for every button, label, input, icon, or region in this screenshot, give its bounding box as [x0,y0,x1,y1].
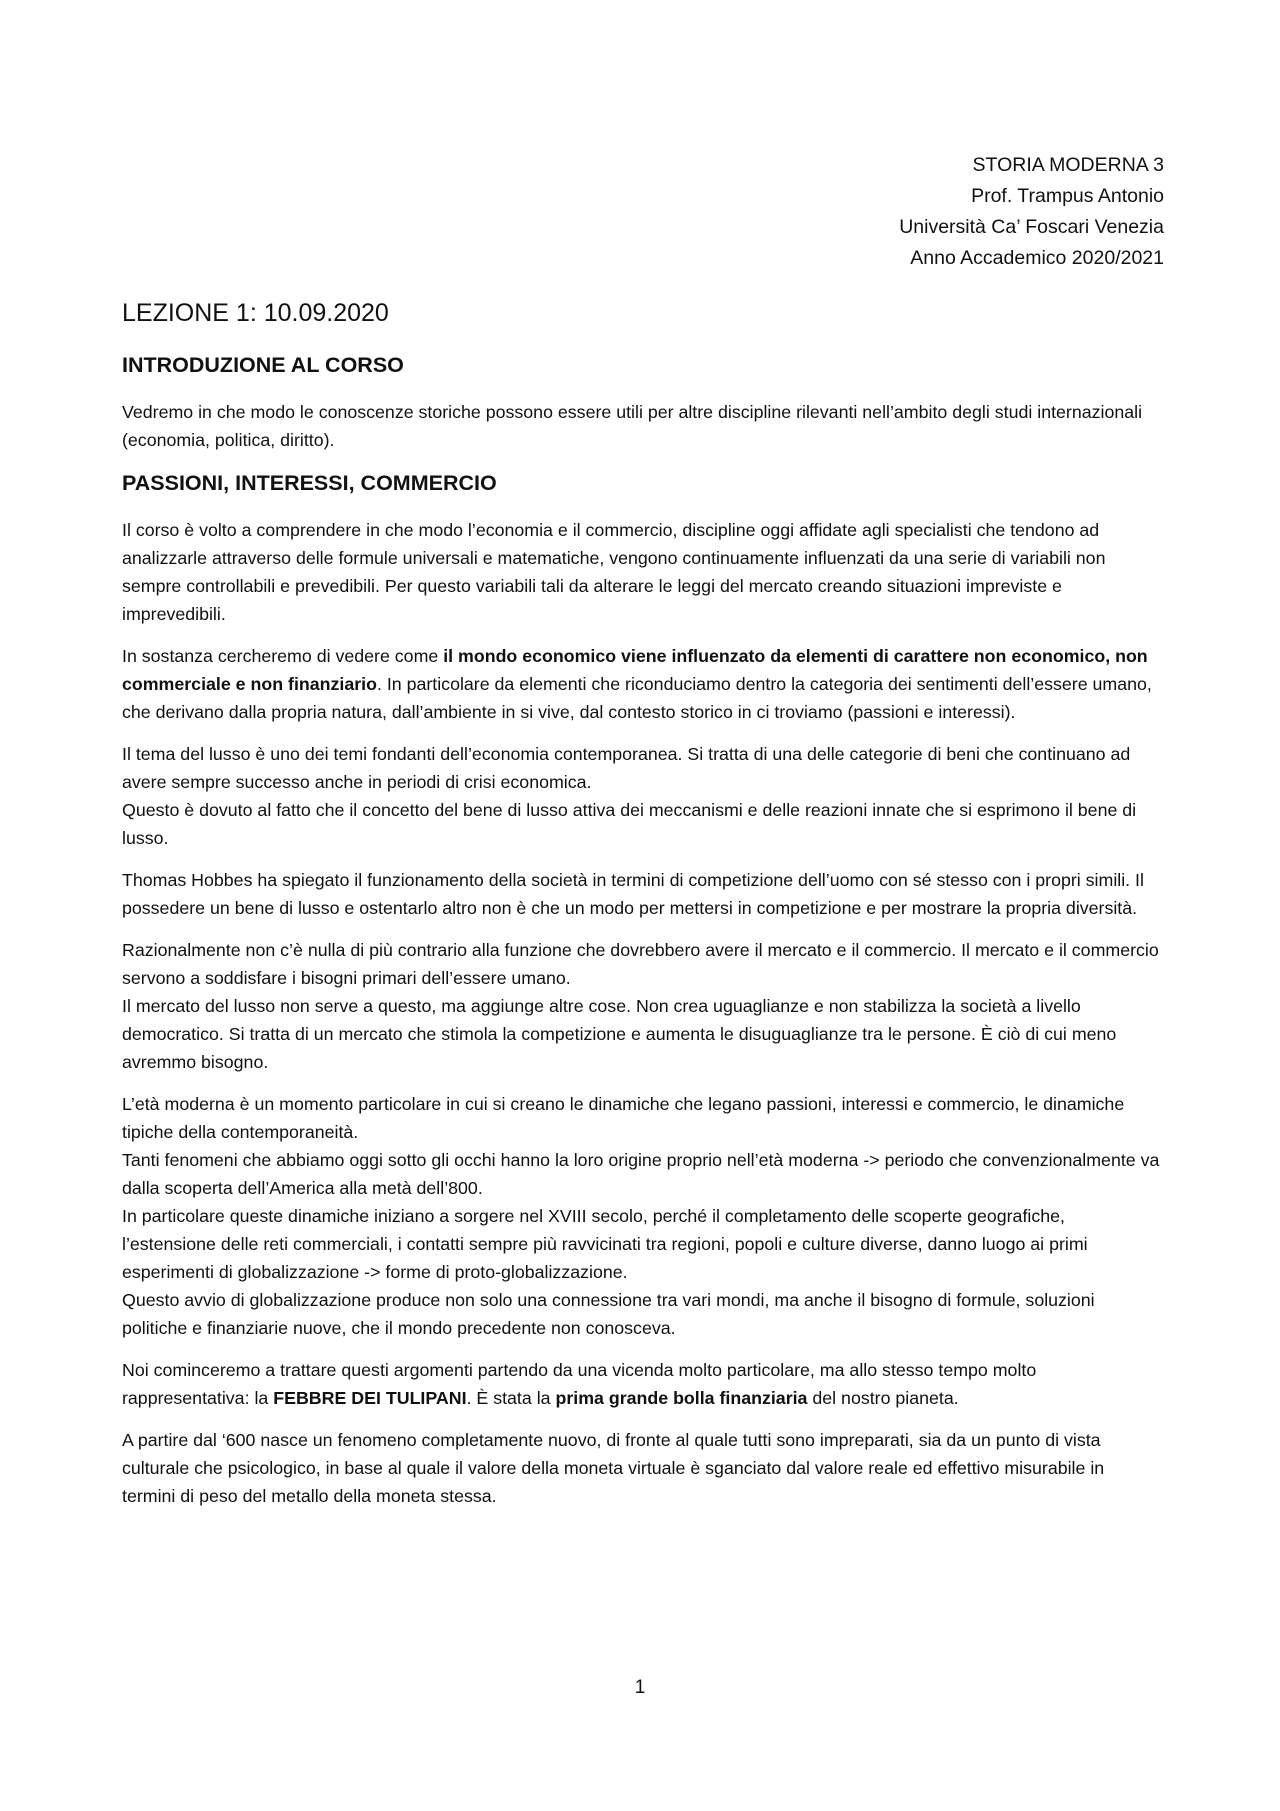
document-body [122,350,1162,1524]
paragraph: Il corso è volto a comprendere in che modo l’economia e il commercio, discipline oggi affidate agli specialisti che tendono ad analizzarle attraverso delle formule universali e matematiche, vengono continuamente influenzati da una serie di variabili non sempre controllabili e prevedibili. Per questo variabili tali da alterare le leggi del mercato creando situazioni impreviste e imprevedibili. [122,520,1106,624]
section-heading-passioni: PASSIONI, INTERESSI, COMMERCIO [122,471,497,495]
professor-name: Prof. Trampus Antonio [971,185,1164,207]
paragraph: Vedremo in che modo le conoscenze storiche possono essere utili per altre discipline rilevanti nell’ambito degli studi internazionali (economia, politica, diritto). [122,402,1143,450]
paragraph-text: . In particolare da elementi che riconduciamo dentro la categoria dei sentimenti dell’essere umano, che derivano dalla propria natura, dall’ambiente in si vive, dal contesto storico in ci troviamo (passioni e interessi). [122,674,1152,722]
lesson-title: LEZIONE 1: 10.09.2020 [122,299,389,327]
paragraph [122,642,1162,726]
paragraph-line: Il mercato del lusso non serve a questo, ma aggiunge altre cose. Non crea uguaglianze e non stabilizza la società a livello democratico. Si tratta di un mercato che stimola la competizione e aumenta le disuguaglianze tra le persone. È ciò di cui meno avremmo bisogno. [122,996,1117,1072]
document-header [899,150,1164,274]
academic-year: Anno Accademico 2020/2021 [910,247,1164,269]
bold-text: prima grande bolla finanziaria [555,1388,808,1408]
bold-text: il mondo economico viene influenzato da elementi di carattere non economico, non commerciale e non finanziario [122,646,1148,694]
university-name: Università Ca’ Foscari Venezia [899,216,1164,238]
paragraph-text: Noi cominceremo a trattare questi argomenti partendo da una vicenda molto particolare, ma allo stesso tempo molto rappresentativa: la [122,1360,1037,1408]
section-heading-intro: INTRODUZIONE AL CORSO [122,353,404,377]
paragraph: Thomas Hobbes ha spiegato il funzionamento della società in termini di competizione dell’uomo con sé stesso con i propri simili. Il possedere un bene di lusso e ostentarlo altro non è che un modo per mettersi in competizione e per mostrare la propria diversità. [122,870,1144,918]
paragraph-text: del nostro pianeta. [807,1388,959,1408]
paragraph [122,1356,1162,1412]
bold-text: FEBBRE DEI TULIPANI [273,1388,467,1408]
page-number: 1 [634,1677,646,1698]
paragraph-line: Razionalmente non c’è nulla di più contrario alla funzione che dovrebbero avere il mercato e il commercio. Il mercato e il commercio servono a soddisfare i bisogni primari dell’essere umano. [122,940,1159,988]
paragraph [122,1090,1162,1342]
paragraph-line: In particolare queste dinamiche iniziano a sorgere nel XVIII secolo, perché il completamento delle scoperte geografiche, l’estensione delle reti commerciali, i contatti sempre più ravvicinati tra regioni, popoli e culture diverse, danno luogo ai primi esperimenti di globalizzazione -> forme di proto-globalizzazione. [122,1206,1088,1282]
paragraph-line: Questo è dovuto al fatto che il concetto del bene di lusso attiva dei meccanismi e delle reazioni innate che si esprimono il bene di lusso. [122,800,1137,848]
course-title: STORIA MODERNA 3 [972,154,1164,176]
paragraph-line: Il tema del lusso è uno dei temi fondanti dell’economia contemporanea. Si tratta di una delle categorie di beni che continuano ad avere sempre successo anche in periodi di crisi economica. [122,744,1131,792]
paragraph: A partire dal ‘600 nasce un fenomeno completamente nuovo, di fronte al quale tutti sono impreparati, sia da un punto di vista culturale che psicologico, in base al quale il valore della moneta virtuale è sganciato dal valore reale ed effettivo misurabile in termini di peso del metallo della moneta stessa. [122,1430,1105,1506]
paragraph-line: Questo avvio di globalizzazione produce non solo una connessione tra vari mondi, ma anche il bisogno di formule, soluzioni politiche e finanziarie nuove, che il mondo precedente non conosceva. [122,1290,1095,1338]
paragraph-text: . È stata la [466,1388,556,1408]
paragraph-line: L’età moderna è un momento particolare in cui si creano le dinamiche che legano passioni, interessi e commercio, le dinamiche tipiche della contemporaneità. [122,1094,1125,1142]
paragraph [122,740,1162,852]
paragraph-line: Tanti fenomeni che abbiamo oggi sotto gli occhi hanno la loro origine proprio nell’età moderna -> periodo che convenzionalmente va dalla scoperta dell’America alla metà dell’800. [122,1150,1160,1198]
paragraph [122,936,1162,1076]
paragraph-text: In sostanza cercheremo di vedere come [122,646,444,666]
